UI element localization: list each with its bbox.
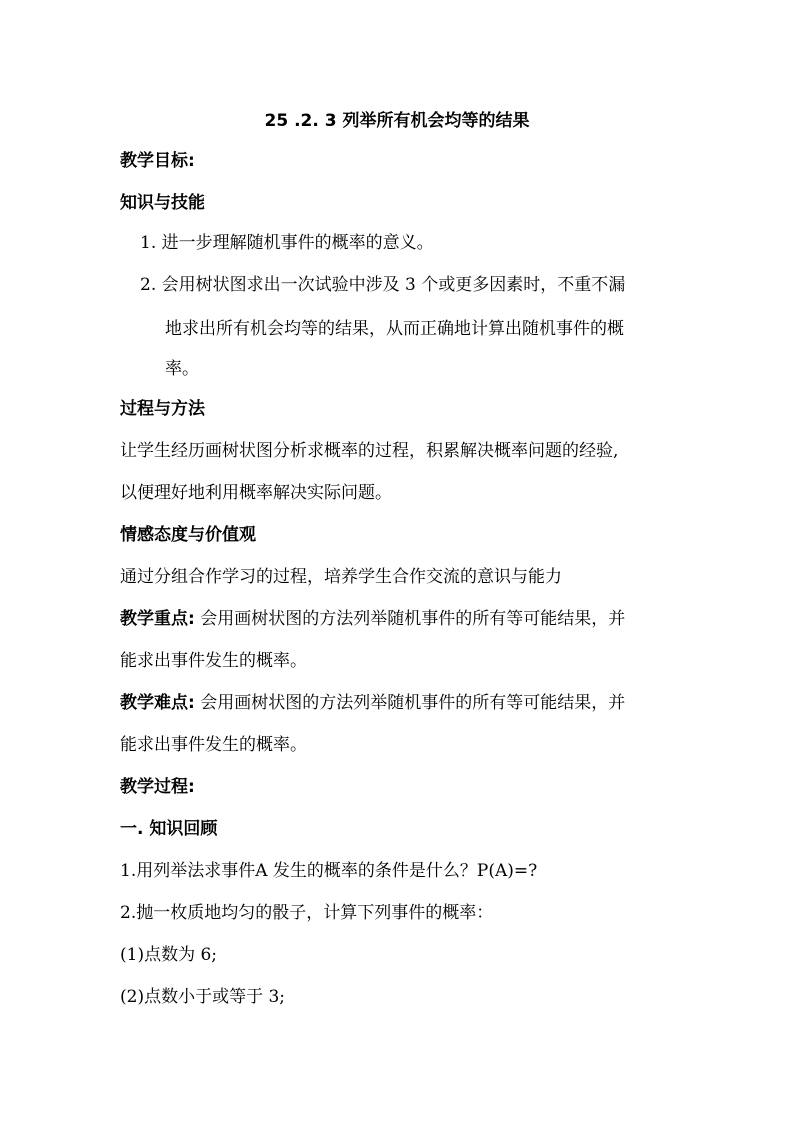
emotion-text: 通过分组合作学习的过程，培养学生合作交流的意识与能力 [120,567,562,587]
process-text-line2: 以便理好地利用概率解决实际问题。 [120,483,392,503]
page-title: 25 .2. 3 列举所有机会均等的结果 [264,111,530,131]
emotion-heading: 情感态度与价值观 [120,525,256,545]
goals-heading: 教学目标: [120,151,195,171]
difficult-point-line2: 能求出事件发生的概率。 [120,735,307,755]
key-point-text: 会用画树状图的方法列举随机事件的所有等可能结果，并 [194,609,626,629]
difficult-point-line1 [120,692,625,714]
review-question-2a: (1)点数为 6; [120,945,218,965]
knowledge-heading: 知识与技能 [120,193,205,213]
review-heading: 一. 知识回顾 [120,819,218,839]
difficult-point-text: 会用画树状图的方法列举随机事件的所有等可能结果，并 [194,693,626,713]
procedure-heading: 教学过程: [120,777,195,797]
key-point-label: 教学重点: [120,609,195,629]
list-item-2-line2: 地求出所有机会均等的结果，从而正确地计算出随机事件的概 [165,319,624,339]
review-question-2: 2.抛一枚质地均匀的骰子，计算下列事件的概率： [120,903,494,923]
list-item-1: 1. 进一步理解随机事件的概率的意义。 [140,233,434,253]
key-point-line2: 能求出事件发生的概率。 [120,651,307,671]
list-item-2-line1: 2. 会用树状图求出一次试验中涉及 3 个或更多因素时，不重不漏 [140,275,626,295]
list-item-2-line3: 率。 [165,359,199,379]
process-heading: 过程与方法 [120,399,205,419]
review-question-1: 1.用列举法求事件A 发生的概率的条件是什么？P(A)=? [120,861,538,881]
difficult-point-label: 教学难点: [120,693,195,713]
review-question-2b: (2)点数小于或等于 3; [120,987,286,1007]
key-point-line1 [120,608,625,630]
process-text-line1: 让学生经历画树状图分析求概率的过程，积累解决概率问题的经验, [120,441,619,461]
